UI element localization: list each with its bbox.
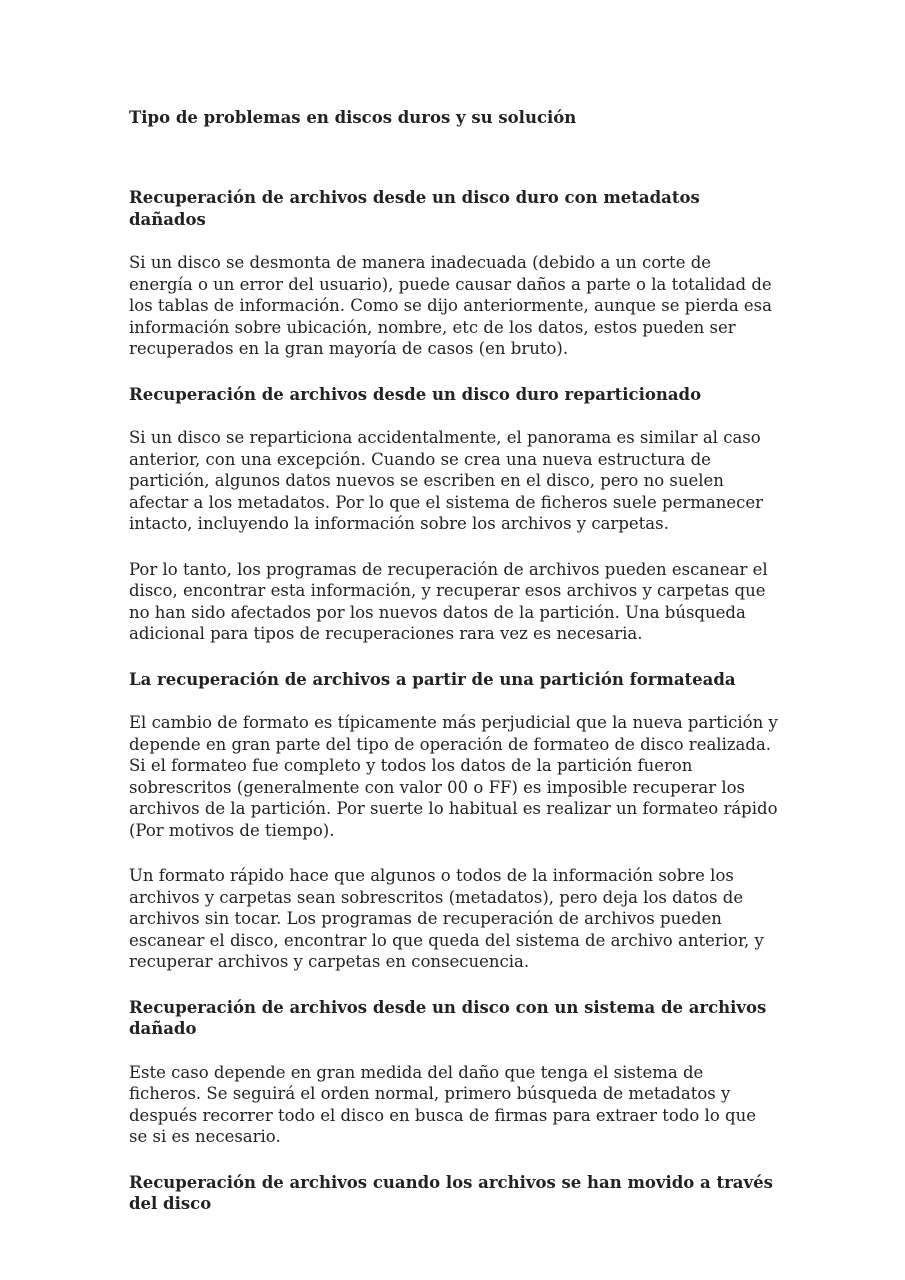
paragraph: Si un disco se reparticiona accidentalmente, el panorama es similar al caso anterior, con una excepción. Cuando se crea una nueva estructura de partición, algunos datos nuevos se escriben en el disco, pero no suelen afectar a los metadatos. Por lo que el sistema de ficheros suele permanecer intacto, incluyendo la información sobre los archivos y carpetas. <box>129 428 764 533</box>
section-heading: Recuperación de archivos desde un disco duro reparticionado <box>129 384 702 404</box>
section-metadatos-danados <box>129 187 779 360</box>
section-archivos-movidos <box>129 1172 779 1215</box>
section-sistema-archivos-danado <box>129 997 779 1148</box>
section-heading: Recuperación de archivos cuando los archivos se han movido a través del disco <box>129 1172 773 1213</box>
paragraph: Este caso depende en gran medida del daño que tenga el sistema de ficheros. Se seguirá el orden normal, primero búsqueda de metadatos y después recorrer todo el disco en busca de firmas para extraer todo lo que se si es necesario. <box>129 1062 756 1146</box>
section-particion-formateada <box>129 669 779 973</box>
document-title: Tipo de problemas en discos duros y su solución <box>129 108 577 127</box>
section-reparticionado <box>129 384 779 645</box>
document-page <box>129 106 779 1237</box>
paragraph: Por lo tanto, los programas de recuperación de archivos pueden escanear el disco, encontrar esta información, y recuperar esos archivos y carpetas que no han sido afectados por los nuevos datos de la partición. Una búsqueda adicional para tipos de recuperaciones rara vez es necesaria. <box>129 559 768 643</box>
section-heading: Recuperación de archivos desde un disco con un sistema de archivos dañado <box>129 997 767 1038</box>
paragraph: Un formato rápido hace que algunos o todos de la información sobre los archivos y carpetas sean sobrescritos (metadatos), pero deja los datos de archivos sin tocar. Los programas de recuperación de archivos pueden escanear el disco, encontrar lo que queda del sistema de archivo anterior, y recuperar archivos y carpetas en consecuencia. <box>129 866 764 971</box>
paragraph: Si un disco se desmonta de manera inadecuada (debido a un corte de energía o un error del usuario), puede causar daños a parte o la totalidad de los tablas de información. Como se dijo anteriormente, aunque se pierda esa información sobre ubicación, nombre, etc de los datos, estos pueden ser recuperados en la gran mayoría de casos (en bruto). <box>129 253 772 358</box>
section-heading: La recuperación de archivos a partir de una partición formateada <box>129 669 736 689</box>
section-heading: Recuperación de archivos desde un disco duro con metadatos dañados <box>129 188 700 229</box>
paragraph: El cambio de formato es típicamente más perjudicial que la nueva partición y depende en gran parte del tipo de operación de formateo de disco realizada. Si el formateo fue completo y todos los datos de la partición fueron sobrescritos (generalmente con valor 00 o FF) es imposible recuperar los archivos de la partición. Por suerte lo habitual es realizar un formateo rápido (Por motivos de tiempo). <box>129 713 778 840</box>
